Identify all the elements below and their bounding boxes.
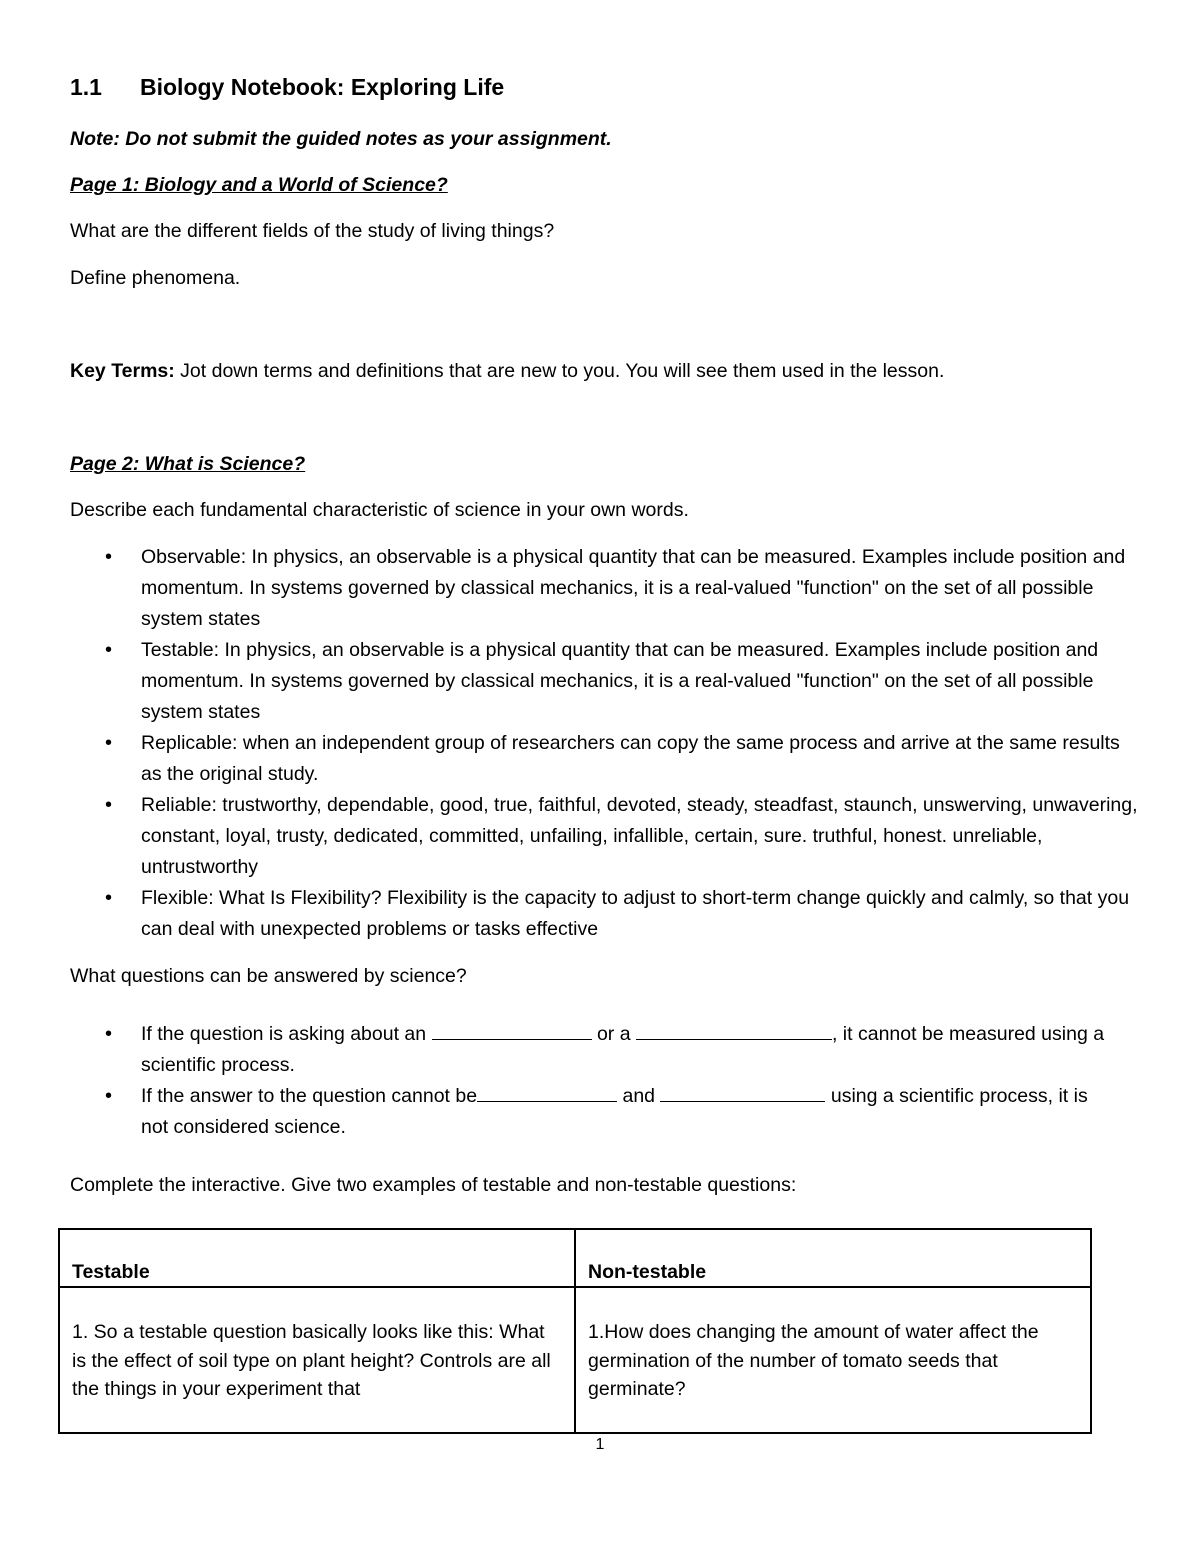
fill-in-text: using a scientific process, it is not considered science. (141, 1085, 1088, 1138)
bullet-icon: • (105, 639, 113, 661)
page1-heading: Page 1: Biology and a World of Science? (70, 174, 448, 196)
bullet-icon: • (105, 546, 113, 568)
fill-in-text: If the question is asking about an (141, 1023, 432, 1045)
section-number: 1.1 (70, 74, 102, 100)
fill-in-text: or a (591, 1023, 636, 1045)
characteristics-list (70, 542, 1140, 945)
questions-table (58, 1228, 1092, 1434)
page1-question-fields: What are the different fields of the study of living things? (70, 220, 555, 242)
science-question: What questions can be answered by science? (70, 965, 467, 987)
page-number: 1 (595, 1436, 605, 1453)
page2-heading: Page 2: What is Science? (70, 453, 306, 475)
list-item (70, 728, 1140, 790)
characteristic-flexible: Flexible: What Is Flexibility? Flexibility is the capacity to adjust to short-term change quickly and calmly, so that you can deal with unexpected problems or tasks effective (141, 887, 1130, 940)
characteristic-testable: Testable: In physics, an observable is a physical quantity that can be measured. Examples include position and momentum. In systems governed by classical mechanics, it is a real-valued "function" on the set of all possible system states (141, 639, 1099, 723)
fill-in-blank[interactable] (660, 1083, 825, 1102)
header-testable: Testable (59, 1229, 575, 1287)
fill-in-blank[interactable] (636, 1021, 832, 1040)
list-item (70, 1019, 1120, 1081)
list-item (70, 883, 1140, 945)
fill-in-blank[interactable] (477, 1083, 617, 1102)
key-terms-label: Key Terms: (70, 360, 175, 382)
fill-in-text: and (617, 1085, 661, 1107)
interactive-prompt: Complete the interactive. Give two examples of testable and non-testable questions: (70, 1174, 797, 1196)
bullet-icon: • (105, 1023, 113, 1045)
title-text: Biology Notebook: Exploring Life (140, 74, 505, 100)
list-item (70, 790, 1140, 883)
bullet-icon: • (105, 887, 113, 909)
list-item (70, 635, 1140, 728)
page1-question-phenomena: Define phenomena. (70, 267, 241, 289)
non-testable-example[interactable]: 1.How does changing the amount of water affect the germination of the number of tomato seeds that germinate? (575, 1287, 1091, 1433)
characteristic-reliable: Reliable: trustworthy, dependable, good, true, faithful, devoted, steady, steadfast, staunch, unswerving, unwavering, constant, loyal, trusty, dedicated, committed, unfailing, infallible, certain, sure. truthful, honest. unreliable, untrustworthy (141, 794, 1138, 878)
characteristic-replicable: Replicable: when an independent group of researchers can copy the same process and arrive at the same results as the original study. (141, 732, 1120, 785)
fill-in-list (70, 1019, 1120, 1143)
bullet-icon: • (105, 732, 113, 754)
table-row (59, 1287, 1091, 1433)
submission-note: Note: Do not submit the guided notes as your assignment. (70, 128, 612, 150)
key-terms (70, 356, 944, 387)
list-item (70, 1081, 1120, 1143)
bullet-icon: • (105, 794, 113, 816)
document-title (70, 74, 504, 101)
fill-in-blank[interactable] (432, 1021, 592, 1040)
key-terms-text: Jot down terms and definitions that are new to you. You will see them used in the lesson. (174, 360, 945, 382)
characteristic-observable: Observable: In physics, an observable is a physical quantity that can be measured. Examples include position and momentum. In systems governed by classical mechanics, it is a real-valued "function" on the set of all possible system states (141, 546, 1126, 630)
fill-in-text: , it cannot be measured using a scientific process. (141, 1023, 1105, 1076)
header-non-testable: Non-testable (575, 1229, 1091, 1287)
fill-in-text: If the answer to the question cannot be (141, 1085, 478, 1107)
page2-prompt: Describe each fundamental characteristic of science in your own words. (70, 499, 689, 521)
table-header-row (59, 1229, 1091, 1287)
testable-example[interactable]: 1. So a testable question basically looks like this: What is the effect of soil type on plant height? Controls are all the things in your experiment that (59, 1287, 575, 1433)
list-item (70, 542, 1140, 635)
bullet-icon: • (105, 1085, 113, 1107)
